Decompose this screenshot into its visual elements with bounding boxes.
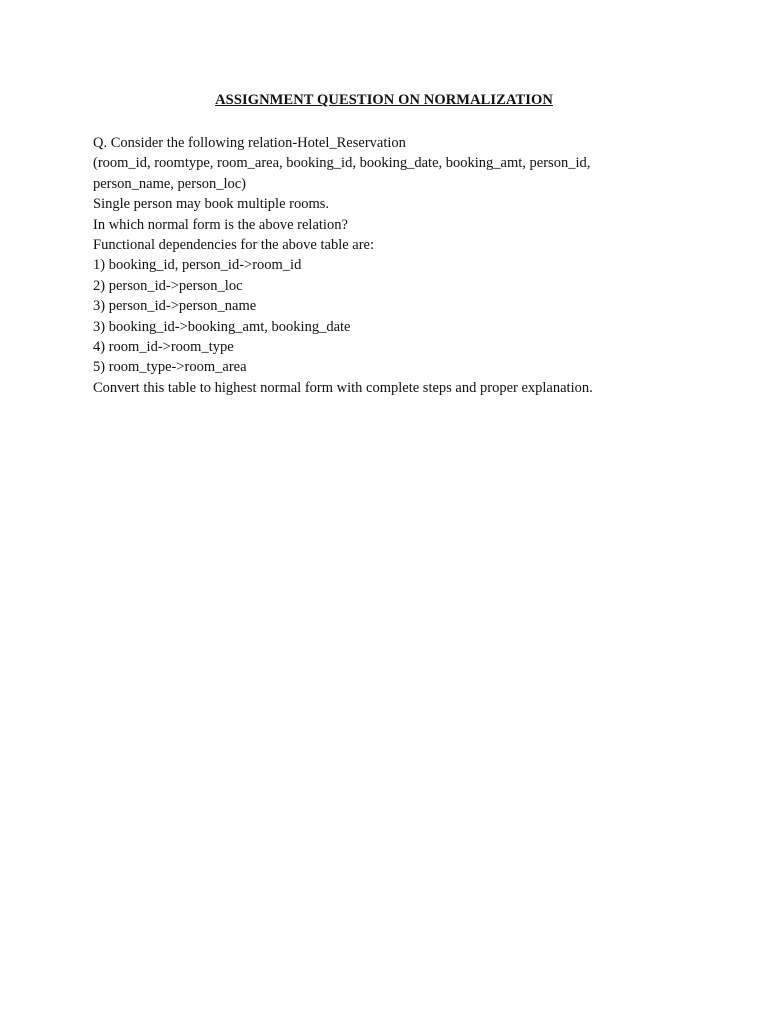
attribute-list-line: person_name, person_loc): [93, 175, 247, 192]
fd-heading-line: Functional dependencies for the above table are:: [93, 237, 375, 254]
instruction-line: Convert this table to highest normal form with complete steps and proper explanation.: [93, 379, 593, 396]
fd-item: 1) booking_id, person_id->room_id: [93, 257, 302, 274]
question-line: In which normal form is the above relation?: [93, 216, 348, 233]
constraint-line: Single person may book multiple rooms.: [93, 196, 330, 213]
fd-item: 5) room_type->room_area: [93, 359, 247, 376]
attribute-list-line: (room_id, roomtype, room_area, booking_id, booking_date, booking_amt, person_id,: [93, 155, 591, 172]
fd-item: 4) room_id->room_type: [93, 339, 234, 356]
question-line: Q. Consider the following relation-Hotel_Reservation: [93, 135, 406, 151]
question-body: [93, 133, 693, 398]
fd-item: 3) booking_id->booking_amt, booking_date: [93, 318, 351, 335]
document-title: ASSIGNMENT QUESTION ON NORMALIZATION: [215, 92, 553, 108]
fd-item: 2) person_id->person_loc: [93, 277, 243, 294]
fd-item: 3) person_id->person_name: [93, 298, 257, 315]
